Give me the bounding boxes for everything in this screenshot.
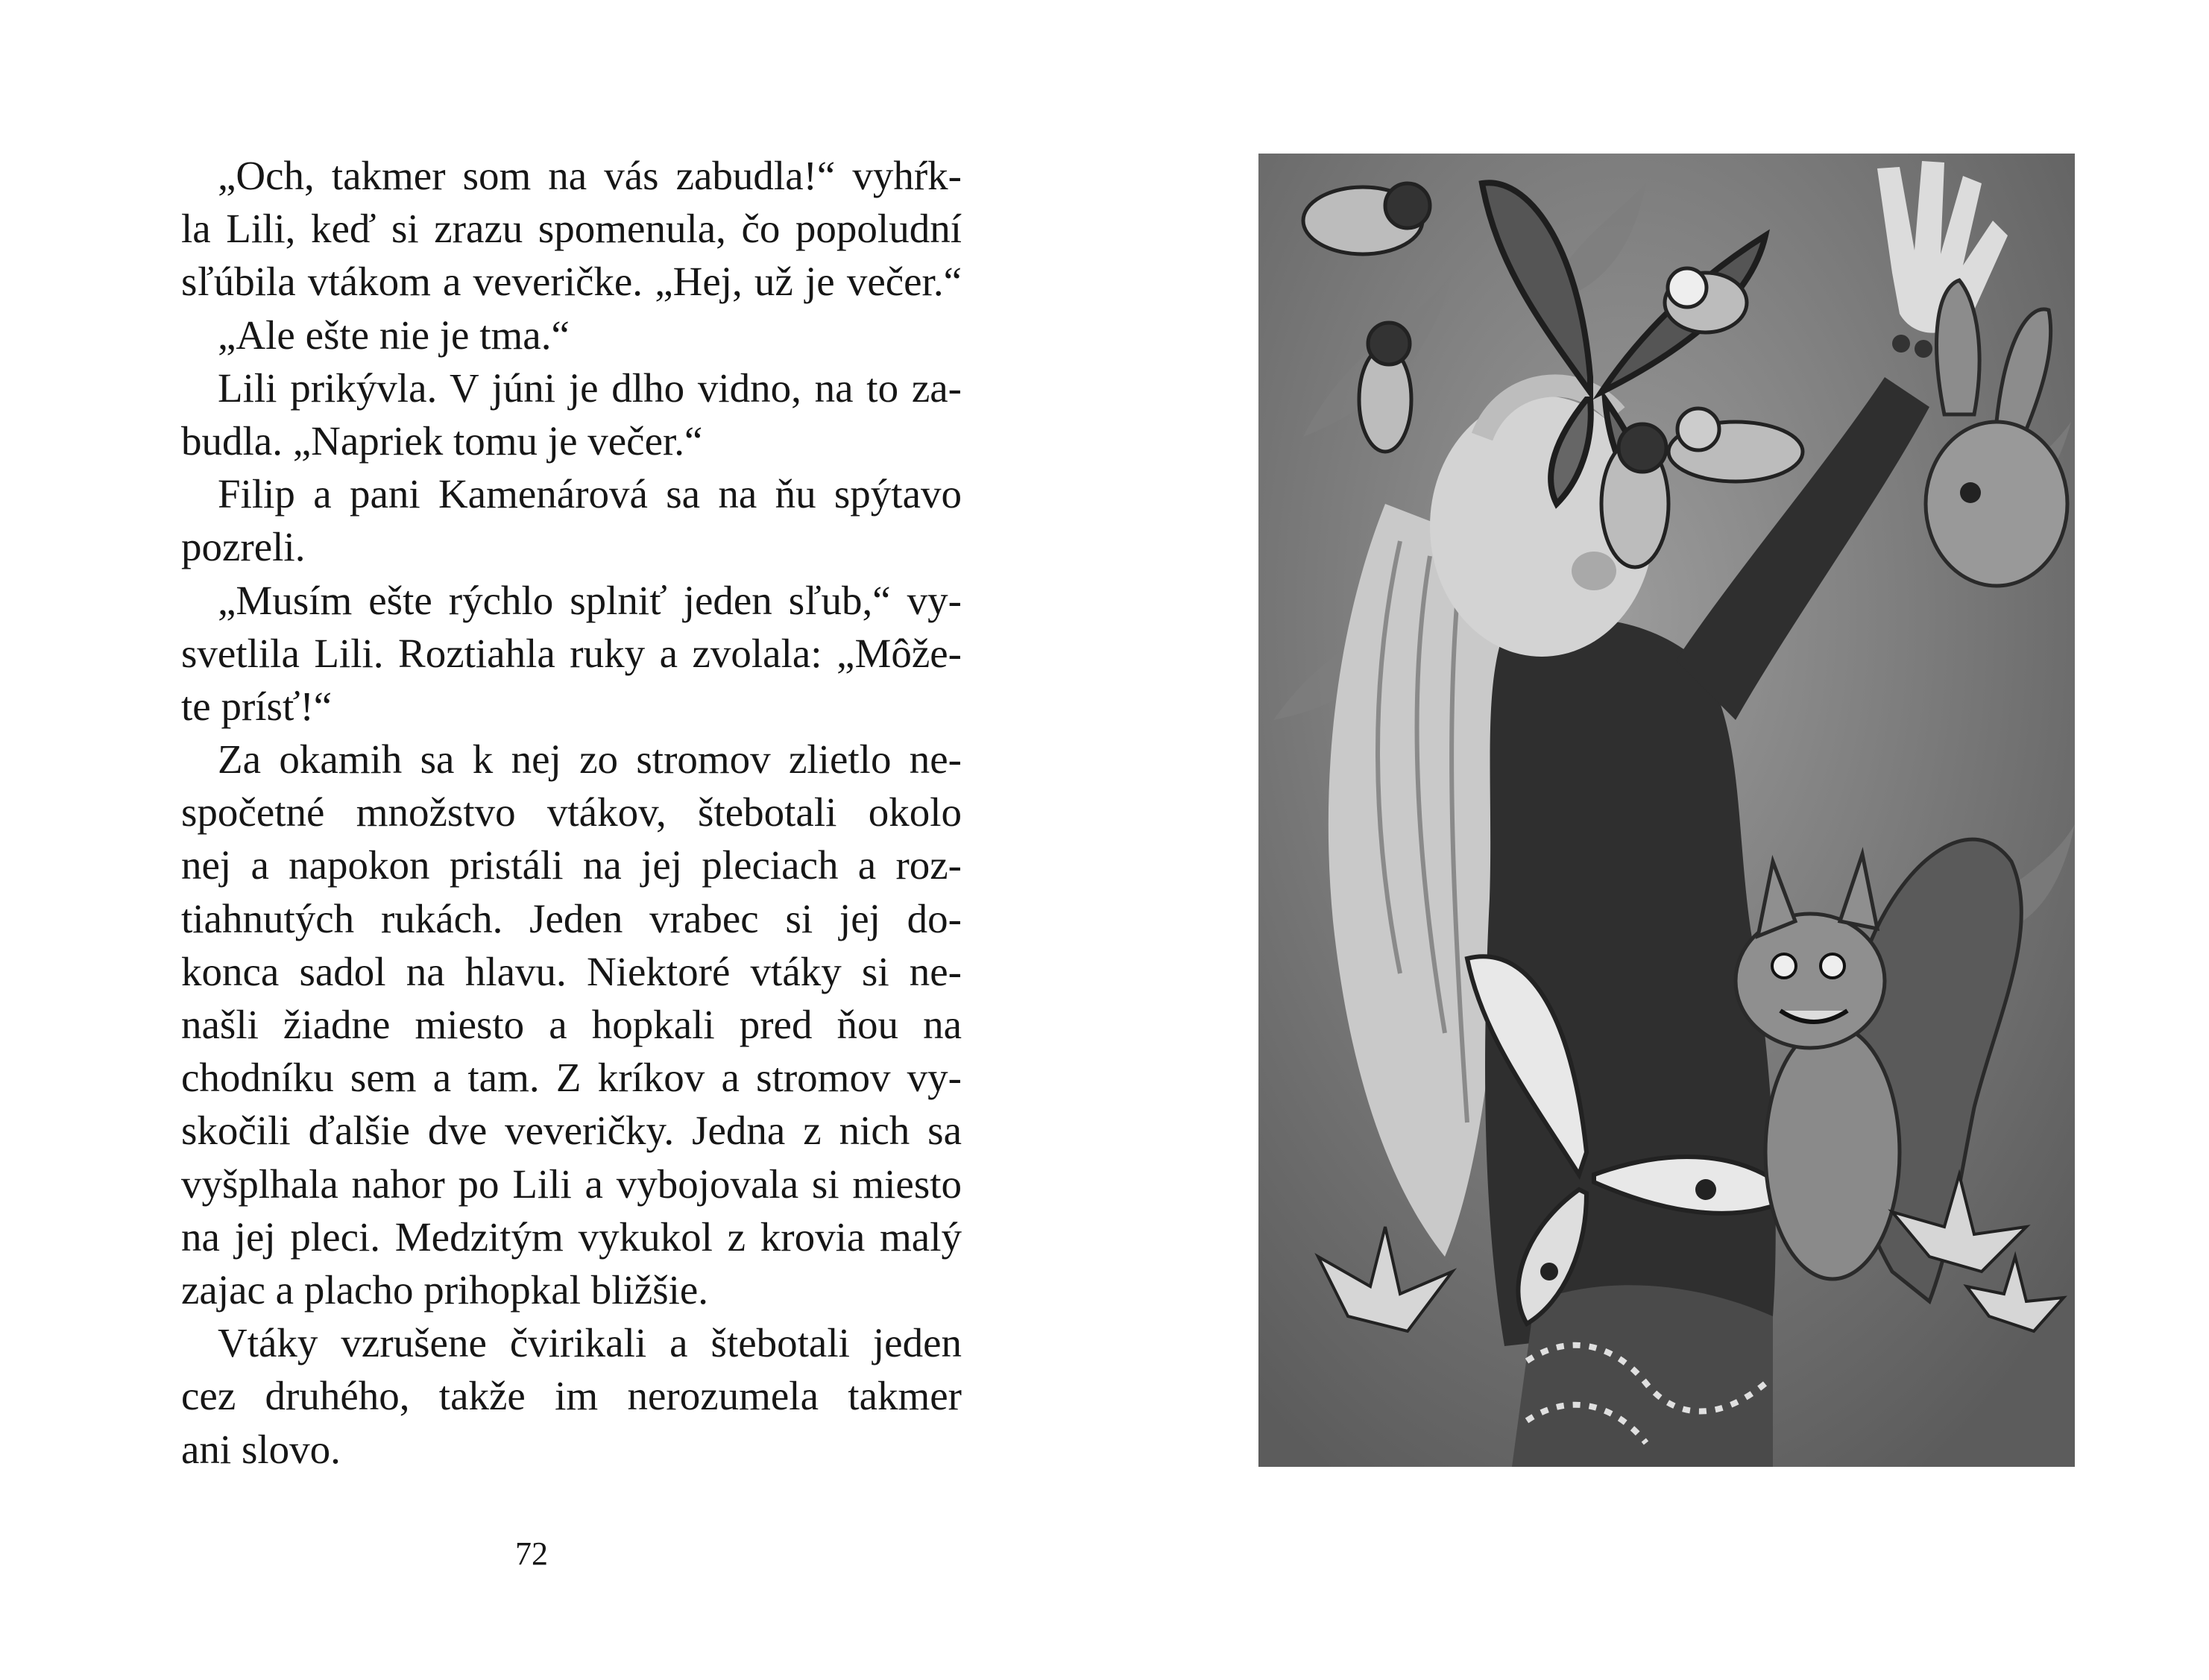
illustration-artwork xyxy=(1258,154,2075,1467)
text-line: budla. „Napriek tomu je večer.“ xyxy=(181,417,703,464)
text-line: pozreli. xyxy=(181,524,306,570)
text-line: tiahnutých rukách. Jeden vrabec si jej do- xyxy=(181,895,962,941)
text-line: te prísť!“ xyxy=(181,683,333,729)
text-line: skočili ďalšie dve veveričky. Jedna z nich sa xyxy=(181,1108,962,1154)
page-number: 72 xyxy=(515,1535,548,1572)
text-line: ani slovo. xyxy=(181,1426,341,1472)
text-line: „Musím ešte rýchlo splniť jeden sľub,“ vy- xyxy=(218,577,962,623)
text-line: „Ale ešte nie je tma.“ xyxy=(218,312,570,358)
text-line: chodníku sem a tam. Z kríkov a stromov vy- xyxy=(181,1055,962,1101)
text-line: Lili prikývla. V júni je dlho vidno, na to za- xyxy=(218,364,962,411)
illustration xyxy=(1258,154,2075,1467)
text-line: spočetné množstvo vtákov, štebotali okolo xyxy=(181,789,962,836)
text-line: vyšplhala nahor po Lili a vybojovala si miesto xyxy=(181,1160,962,1207)
text-line: Filip a pani Kamenárová sa na ňu spýtavo xyxy=(218,471,962,517)
text-line: nej a napokon pristáli na jej pleciach a roz- xyxy=(181,842,962,888)
body-text xyxy=(181,149,962,1476)
text-line: sľúbila vtákom a veveričke. „Hej, už je večer.“ xyxy=(181,259,962,305)
left-page xyxy=(0,0,1104,1680)
text-line: na jej pleci. Medzitým vykukol z krovia malý xyxy=(181,1213,962,1260)
text-line: našli žiadne miesto a hopkali pred ňou na xyxy=(181,1002,962,1047)
text-line: la Lili, keď si zrazu spomenula, čo popoludní xyxy=(181,206,962,252)
text-line: svetlila Lili. Roztiahla ruky a zvolala: „Môže- xyxy=(181,630,962,676)
text-line: zajac a placho prihopkal bližšie. xyxy=(181,1266,709,1313)
text-line: Za okamih sa k nej zo stromov zlietlo ne- xyxy=(218,736,962,783)
text-line: konca sadol na hlavu. Niektoré vtáky si ne- xyxy=(181,948,962,994)
right-page xyxy=(1104,0,2209,1680)
text-line: „Och, takmer som na vás zabudla!“ vyhŕk- xyxy=(218,153,962,198)
text-line: cez druhého, takže im nerozumela takmer xyxy=(181,1373,962,1419)
text-line: Vtáky vzrušene čvirikali a štebotali jeden xyxy=(218,1320,962,1366)
